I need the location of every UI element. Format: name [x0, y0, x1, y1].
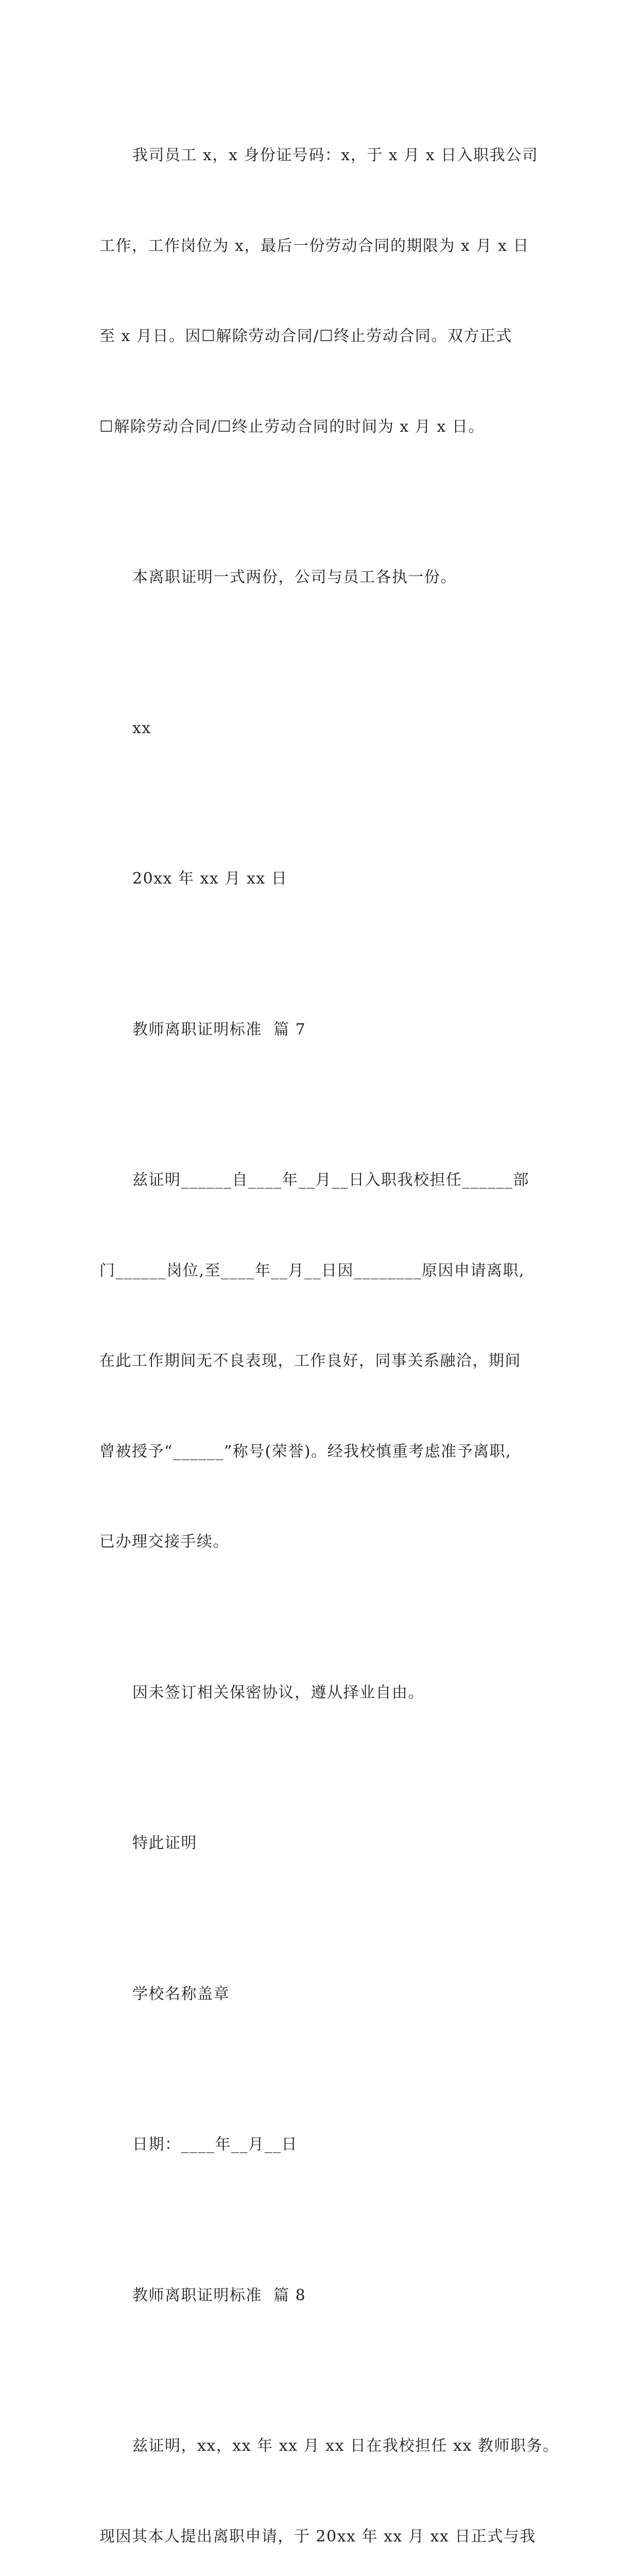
- certification-phrase: [99, 1768, 548, 1919]
- text-line: 工作，工作岗位为 x，最后一份劳动合同的期限为 x 月 x 日: [99, 236, 529, 255]
- text-line: xx: [132, 719, 151, 737]
- text-line: 因未签订相关保密协议，遵从择业自由。: [132, 1683, 424, 1702]
- text-line: 兹证明，xx，xx 年 xx 月 xx 日在我校担任 xx 教师职务。: [132, 2437, 559, 2455]
- text-line: 学校名称盖章: [132, 1985, 230, 2003]
- school-seal-line: [99, 1919, 548, 2070]
- text-line: 现因其本人提出离职申请，于 20xx 年 xx 月 xx 日正式与我: [99, 2527, 536, 2546]
- text-line: 本离职证明一式两份，公司与员工各执一份。: [132, 568, 457, 586]
- text-line: 我司员工 x，x 身份证号码：x，于 x 月 x 日入职我公司: [132, 146, 539, 164]
- signature-company: [99, 653, 548, 804]
- section-heading-8: [99, 2221, 548, 2371]
- paragraph-certificate-8: [99, 2371, 559, 2576]
- paragraph-copies-note: [99, 502, 548, 653]
- heading-text: 教师离职证明标准 篇 8: [132, 2286, 306, 2304]
- paragraph-confidentiality: [99, 1618, 548, 1769]
- text-line: 曾被授予“______”称号(荣誉)。经我校慎重考虑准予离职,: [99, 1442, 512, 1461]
- date-line: [99, 804, 548, 955]
- text-line: ☐解除劳动合同/☐终止劳动合同的时间为 x 月 x 日。: [99, 417, 485, 436]
- section-heading-7: [99, 955, 548, 1106]
- text-line: 已办理交接手续。: [99, 1533, 229, 1551]
- text-line: 特此证明: [132, 1834, 197, 1852]
- text-line: 在此工作期间无不良表现，工作良好，同事关系融洽，期间: [99, 1352, 521, 1370]
- text-line: 至 x 月日。因☐解除劳动合同/☐终止劳动合同。双方正式: [99, 327, 512, 345]
- paragraph-certificate-7: [99, 1105, 548, 1618]
- text-line: 兹证明______自____年__月__日入职我校担任______部: [132, 1171, 529, 1189]
- document-body: [99, 80, 559, 2576]
- text-line: 日期：____年__月__日: [132, 2136, 298, 2154]
- text-line: 门______岗位,至____年__月__日因________原因申请离职,: [99, 1261, 525, 1280]
- heading-text: 教师离职证明标准 篇 7: [132, 1020, 306, 1039]
- text-line: 20xx 年 xx 月 xx 日: [132, 870, 288, 888]
- date-blank-line: [99, 2070, 548, 2221]
- paragraph-employment-terms: [99, 80, 548, 502]
